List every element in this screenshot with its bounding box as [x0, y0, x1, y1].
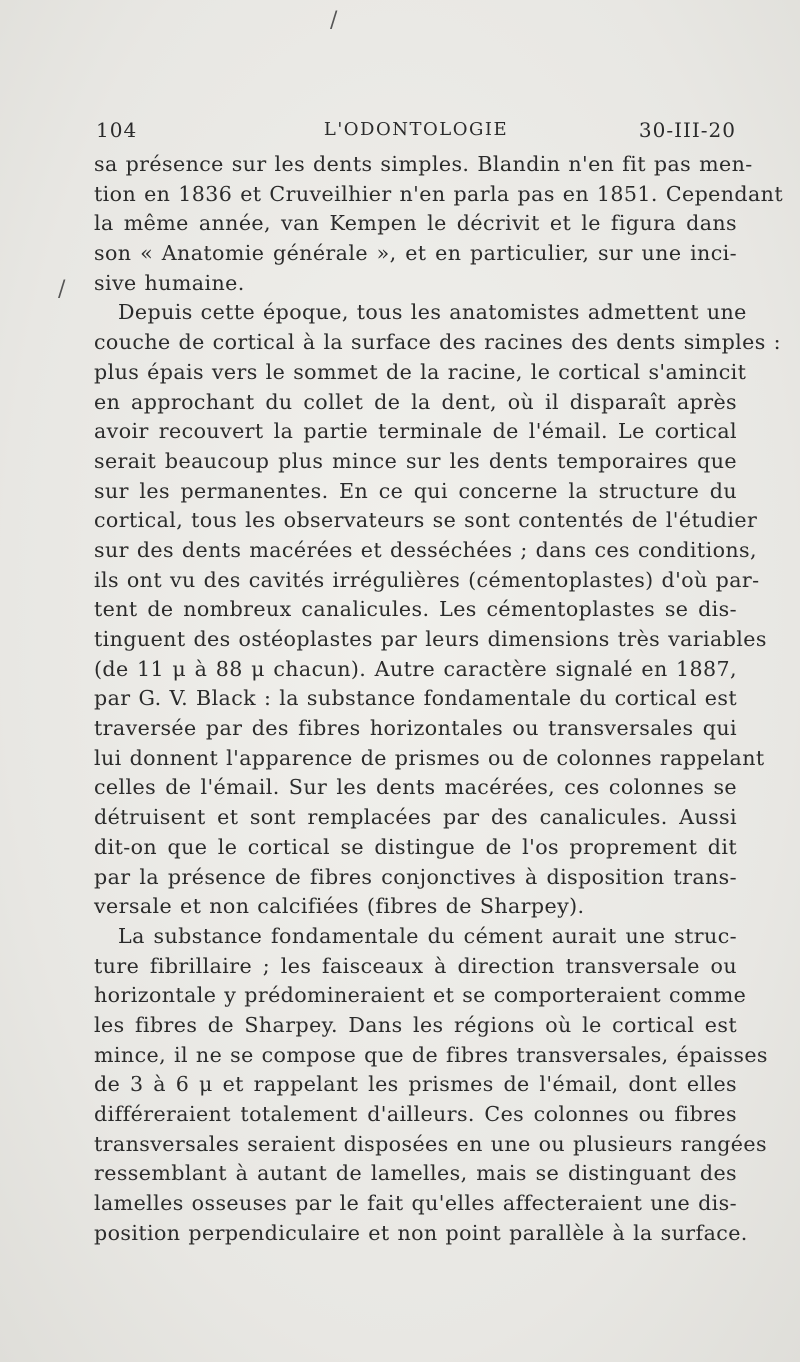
text-line: Depuis cette époque, tous les anatomistes admettent une	[118, 300, 747, 325]
text-line: en approchant du collet de la dent, où il disparaît après	[94, 389, 737, 414]
text-line: traversée par des fibres horizontales ou transversales qui	[94, 716, 737, 741]
text-line: versale et non calcifiées (fibres de Sharpey).	[94, 894, 585, 919]
text-line: son « Anatomie générale », et en particulier, sur une inci-	[94, 241, 737, 266]
text-line: de 3 à 6 μ et rappelant les prismes de l'émail, dont elles	[94, 1072, 737, 1097]
text-line: tinguent des ostéoplastes par leurs dimensions très variables	[94, 627, 767, 651]
text-line: transversales seraient disposées en une ou plusieurs rangées	[94, 1131, 767, 1156]
text-line: horizontale y prédomineraient et se comporteraient comme	[94, 983, 747, 1008]
text-line: ressemblant à autant de lamelles, mais se distinguant des	[94, 1161, 737, 1186]
text-line: sa présence sur les dents simples. Blandin n'en fit pas men-	[94, 152, 753, 176]
margin-mark: /	[330, 8, 338, 33]
text-line: ils ont vu des cavités irrégulières (cémentoplastes) d'où par-	[94, 567, 760, 592]
text-line: la même année, van Kempen le décrivit et le figura dans	[94, 211, 737, 236]
text-line: couche de cortical à la surface des racines des dents simples :	[94, 330, 781, 355]
issue-date: 30-III-20	[638, 118, 736, 142]
text-line: cortical, tous les observateurs se sont contentés de l'étudier	[94, 508, 758, 533]
text-line: plus épais vers le sommet de la racine, le cortical s'amincit	[94, 359, 747, 384]
text-line: différeraient totalement d'ailleurs. Ces colonnes ou fibres	[94, 1102, 737, 1126]
text-line: (de 11 μ à 88 μ chacun). Autre caractère signalé en 1887,	[94, 656, 737, 681]
margin-mark: /	[58, 277, 66, 302]
text-line: les fibres de Sharpey. Dans les régions où le cortical est	[94, 1012, 737, 1037]
text-line: La substance fondamentale du cément aurait une struc-	[118, 923, 737, 948]
text-line: lamelles osseuses par le fait qu'elles affecteraient une dis-	[94, 1191, 737, 1216]
text-line: ture fibrillaire ; les faisceaux à direction transversale ou	[94, 953, 737, 978]
text-line: sur les permanentes. En ce qui concerne la structure du	[94, 478, 737, 503]
text-line: tent de nombreux canalicules. Les cémentoplastes se dis-	[94, 597, 737, 622]
text-line: serait beaucoup plus mince sur les dents temporaires que	[94, 448, 737, 473]
text-line: détruisent et sont remplacées par des canalicules. Aussi	[94, 805, 737, 830]
text-line: mince, il ne se compose que de fibres transversales, épaisses	[94, 1042, 768, 1067]
text-line: dit-on que le cortical se distingue de l'os proprement dit	[94, 834, 737, 859]
text-line: avoir recouvert la partie terminale de l'émail. Le cortical	[94, 419, 737, 444]
text-line: lui donnent l'apparence de prismes ou de colonnes rappelant	[94, 745, 765, 770]
text-line: sur des dents macérées et desséchées ; dans ces conditions,	[94, 537, 757, 562]
text-line: par la présence de fibres conjonctives à disposition trans-	[94, 864, 737, 889]
text-line: tion en 1836 et Cruveilhier n'en parla pas en 1851. Cependant	[94, 181, 784, 206]
text-line: sive humaine.	[94, 270, 245, 295]
text-line: par G. V. Black : la substance fondamentale du cortical est	[94, 686, 737, 711]
running-header	[96, 118, 736, 148]
body-text	[94, 150, 784, 1248]
text-line: position perpendiculaire et non point parallèle à la surface.	[94, 1220, 748, 1245]
page-number: 104	[96, 118, 138, 142]
journal-title: L'ODONTOLOGIE	[323, 119, 509, 140]
text-line: celles de l'émail. Sur les dents macérées, ces colonnes se	[94, 775, 737, 800]
